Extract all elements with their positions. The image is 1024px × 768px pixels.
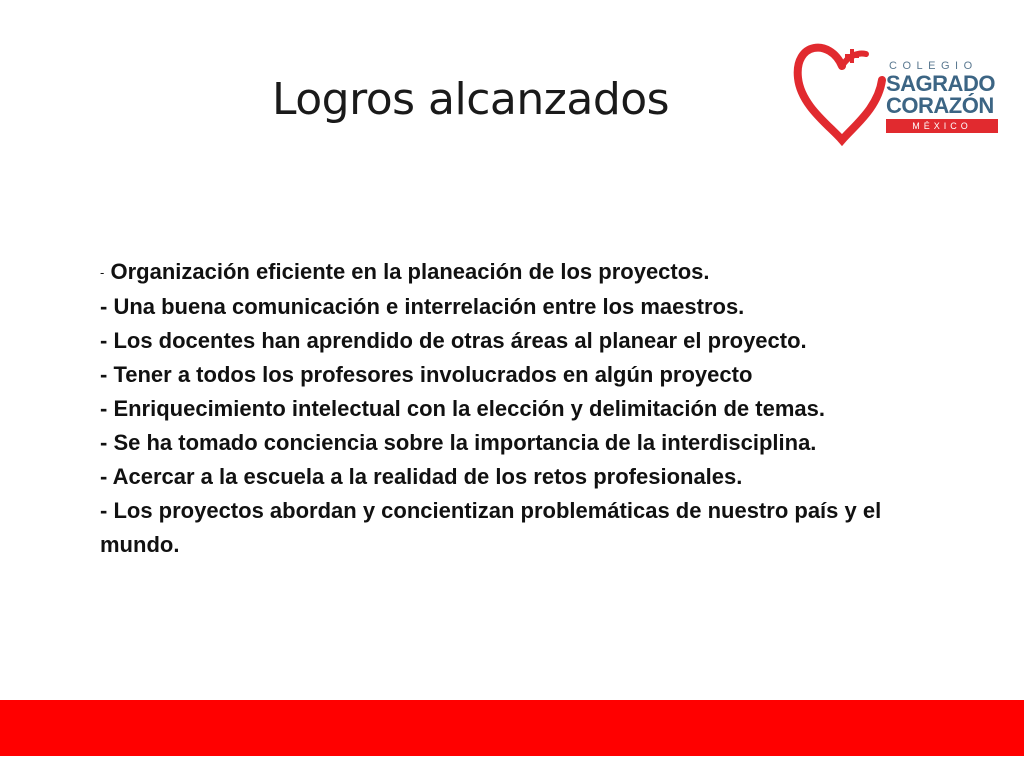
achievements-list: [100, 255, 950, 562]
footer-bar: [0, 700, 1024, 756]
logo-line-colegio: COLEGIO: [889, 60, 978, 72]
logo-line-sagrado: SAGRADO: [886, 71, 995, 96]
list-item: - Una buena comunicación e interrelación entre los maestros.: [100, 294, 745, 320]
logo-line-mexico: MÉXICO: [886, 119, 998, 133]
small-dash: -: [100, 265, 105, 281]
list-item: [100, 255, 950, 290]
school-logo: [790, 30, 1010, 150]
logo-text: [886, 60, 1004, 133]
logo-line-corazon: CORAZÓN: [886, 93, 994, 118]
list-item: - Tener a todos los profesores involucrados en algún proyecto: [100, 362, 753, 388]
list-item: - Enriquecimiento intelectual con la elección y delimitación de temas.: [100, 396, 825, 422]
list-item: - Acercar a la escuela a la realidad de los retos profesionales.: [100, 464, 743, 490]
list-item-text: Organización eficiente en la planeación de los proyectos.: [110, 259, 710, 284]
slide-title: Logros alcanzados: [272, 74, 670, 125]
list-item: - Los proyectos abordan y concientizan problemáticas de nuestro país y el mundo.: [100, 498, 882, 558]
list-item: - Se ha tomado conciencia sobre la importancia de la interdisciplina.: [100, 430, 817, 456]
heart-cross-icon: [790, 30, 890, 150]
list-item: - Los docentes han aprendido de otras áreas al planear el proyecto.: [100, 328, 807, 354]
